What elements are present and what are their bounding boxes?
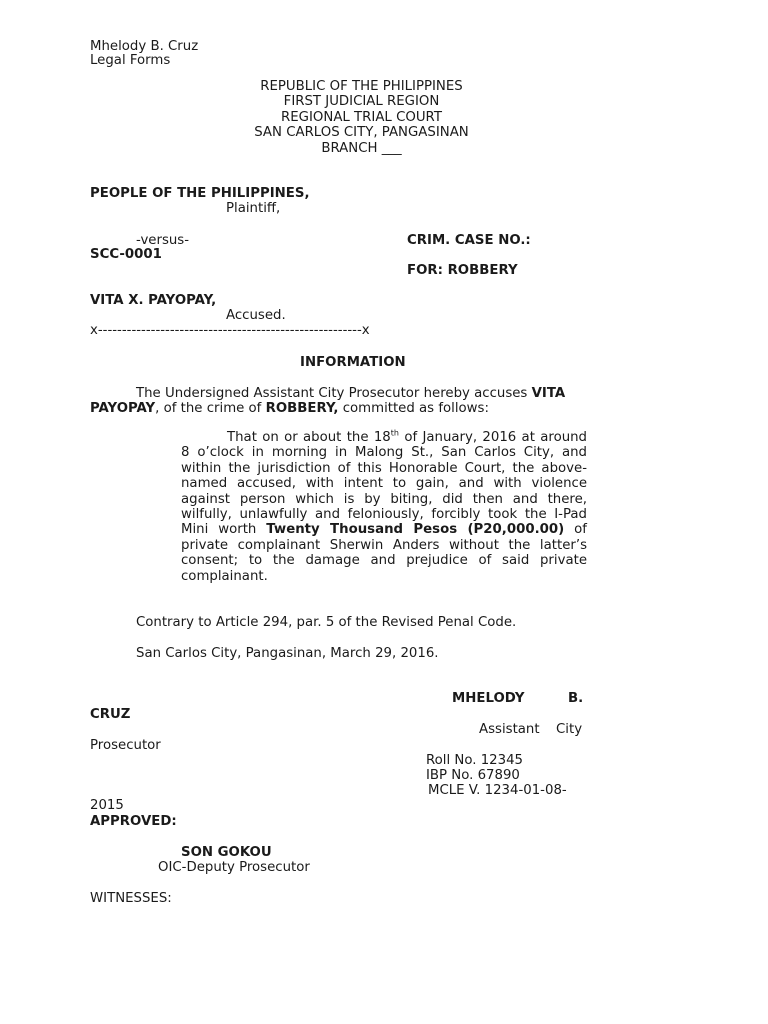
- roll-number: Roll No. 12345: [426, 753, 523, 768]
- allegation-paragraph: [181, 430, 587, 584]
- versus-label: -versus-: [136, 233, 190, 248]
- ordinal-suffix: th: [390, 428, 399, 438]
- approved-label: APPROVED:: [90, 814, 177, 829]
- allegation-text: of January, 2016 at around 8 o’clock in morning in Malong St., San Carlos City, and within the jurisdiction of this Honorable Court, the above-named accused, with intent to gain, and with violence against person which is by biting, did then and there, wilfully, unlawfully and feloniously, forcibly took the I-Pad Mini worth: [181, 430, 587, 538]
- court-header-line: REPUBLIC OF THE PHILIPPINES: [260, 79, 463, 94]
- intro-text: committed as follows:: [338, 401, 489, 416]
- plaintiff-role: Plaintiff,: [226, 201, 281, 216]
- ibp-number: IBP No. 67890: [426, 768, 520, 783]
- intro-line-2: [90, 401, 489, 416]
- accused-first-name: VITA: [531, 386, 566, 401]
- allegation-text: That on or about the 18: [227, 430, 391, 445]
- signatory-name-first: MHELODY: [452, 691, 525, 706]
- court-header-line: REGIONAL TRIAL COURT: [281, 110, 442, 125]
- court-header-line: BRANCH ___: [321, 141, 402, 156]
- allegation-text: of private complainant Sherwin Anders without the latter’s consent; to the damage and prejudice of said private complainant.: [181, 522, 587, 584]
- intro-text: , of the crime of: [155, 401, 266, 416]
- preparer-name: Mhelody B. Cruz: [90, 39, 199, 54]
- court-header-line: SAN CARLOS CITY, PANGASINAN: [254, 125, 469, 140]
- caption-separator: x-------------------------------------------------------x: [90, 323, 370, 338]
- crime-name: ROBBERY,: [265, 401, 339, 416]
- plaintiff-name: PEOPLE OF THE PHILIPPINES,: [90, 186, 310, 201]
- signatory-name-last: CRUZ: [90, 707, 131, 722]
- charge-label: FOR: ROBBERY: [407, 263, 518, 278]
- court-header-line: FIRST JUDICIAL REGION: [283, 94, 440, 109]
- approver-name: SON GOKOU: [181, 845, 272, 860]
- mcle-year: 2015: [90, 798, 124, 813]
- contrary-clause: Contrary to Article 294, par. 5 of the Revised Penal Code.: [136, 615, 517, 630]
- intro-text: The Undersigned Assistant City Prosecutor hereby accuses: [136, 386, 532, 401]
- mcle-number: MCLE V. 1234-01-08-: [428, 783, 567, 798]
- accused-last-name: PAYOPAY: [90, 401, 156, 416]
- case-no-label: CRIM. CASE NO.:: [407, 233, 531, 248]
- signatory-name-initial: B.: [568, 691, 584, 706]
- signatory-title-part: Prosecutor: [90, 738, 161, 753]
- accused-name: VITA X. PAYOPAY,: [90, 293, 217, 308]
- approver-title: OIC-Deputy Prosecutor: [158, 860, 310, 875]
- signatory-title-part: Assistant: [479, 722, 540, 737]
- document-title: INFORMATION: [300, 355, 406, 370]
- intro-line-1: [136, 386, 565, 401]
- case-no-value: SCC-0001: [90, 247, 162, 262]
- accused-role: Accused.: [226, 308, 286, 323]
- witnesses-label: WITNESSES:: [90, 891, 172, 906]
- signatory-title-part: City: [556, 722, 583, 737]
- preparer-subtitle: Legal Forms: [90, 53, 171, 68]
- amount-bold: Twenty Thousand Pesos (P20,000.00): [266, 522, 565, 538]
- place-date: San Carlos City, Pangasinan, March 29, 2016.: [136, 646, 439, 661]
